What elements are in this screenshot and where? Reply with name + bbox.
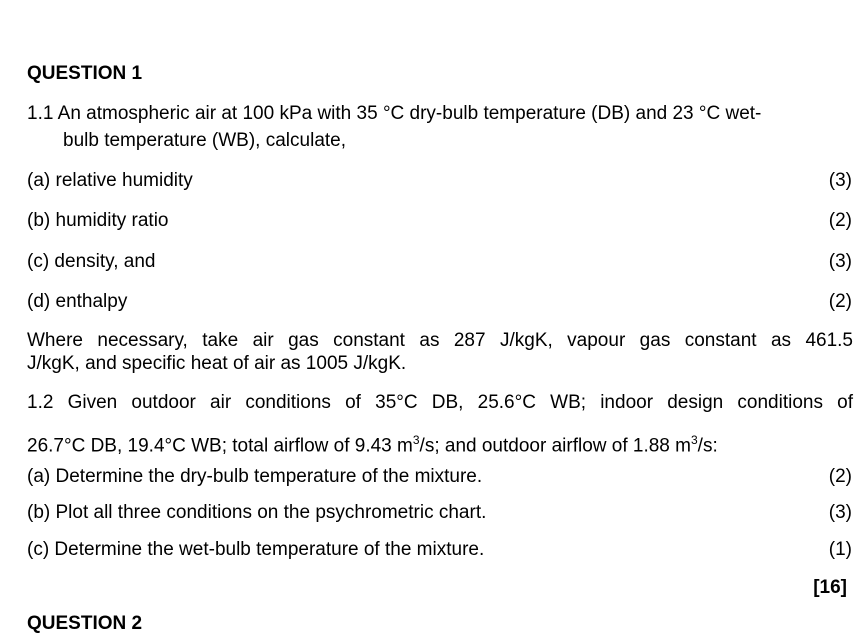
part-d-text: (d) enthalpy — [27, 291, 128, 312]
part-a-marks: (3) — [828, 170, 852, 191]
part-b-marks: (2) — [828, 210, 852, 231]
question-1-2-line-1: 1.2 Given outdoor air conditions of 35°C DB, 25.6°C WB; indoor design conditions of — [27, 392, 853, 413]
question-1-2-line-2 — [27, 428, 718, 458]
question-1-heading: QUESTION 1 — [27, 63, 143, 84]
line2-part-c: /s: — [697, 435, 718, 457]
part-1-2-a-marks: (2) — [828, 466, 852, 487]
part-c-text: (c) density, and — [27, 251, 156, 272]
note-line-1: Where necessary, take air gas constant as 287 J/kgK, vapour gas constant as 461.5 — [27, 330, 853, 351]
part-d-marks: (2) — [828, 291, 852, 312]
part-1-2-c-marks: (1) — [828, 539, 852, 560]
part-1-2-a-text: (a) Determine the dry-bulb temperature of the mixture. — [27, 466, 483, 487]
part-a-text: (a) relative humidity — [27, 170, 193, 191]
question-1-1-line-2: bulb temperature (WB), calculate, — [63, 130, 347, 151]
part-c-marks: (3) — [828, 251, 852, 272]
line2-part-b: /s; and outdoor airflow of 1.88 m — [419, 435, 691, 457]
question-2-heading: QUESTION 2 — [27, 613, 143, 634]
question-1-total: [16] — [813, 577, 847, 598]
superscript-3: 3 — [690, 433, 698, 447]
line2-part-a: 26.7°C DB, 19.4°C WB; total airflow of 9.43 m — [27, 435, 413, 457]
note-line-2: J/kgK, and specific heat of air as 1005 J/kgK. — [27, 353, 407, 374]
part-1-2-b-marks: (3) — [828, 502, 852, 523]
part-1-2-b-text: (b) Plot all three conditions on the psychrometric chart. — [27, 502, 487, 523]
question-number: 1.1 — [27, 103, 54, 124]
superscript-3: 3 — [412, 433, 420, 447]
part-b-text: (b) humidity ratio — [27, 210, 169, 231]
question-1-1-line-1 — [27, 102, 853, 126]
question-text: An atmospheric air at 100 kPa with 35 °C dry-bulb temperature (DB) and 23 °C wet- — [57, 103, 762, 124]
part-1-2-c-text: (c) Determine the wet-bulb temperature of the mixture. — [27, 539, 485, 560]
